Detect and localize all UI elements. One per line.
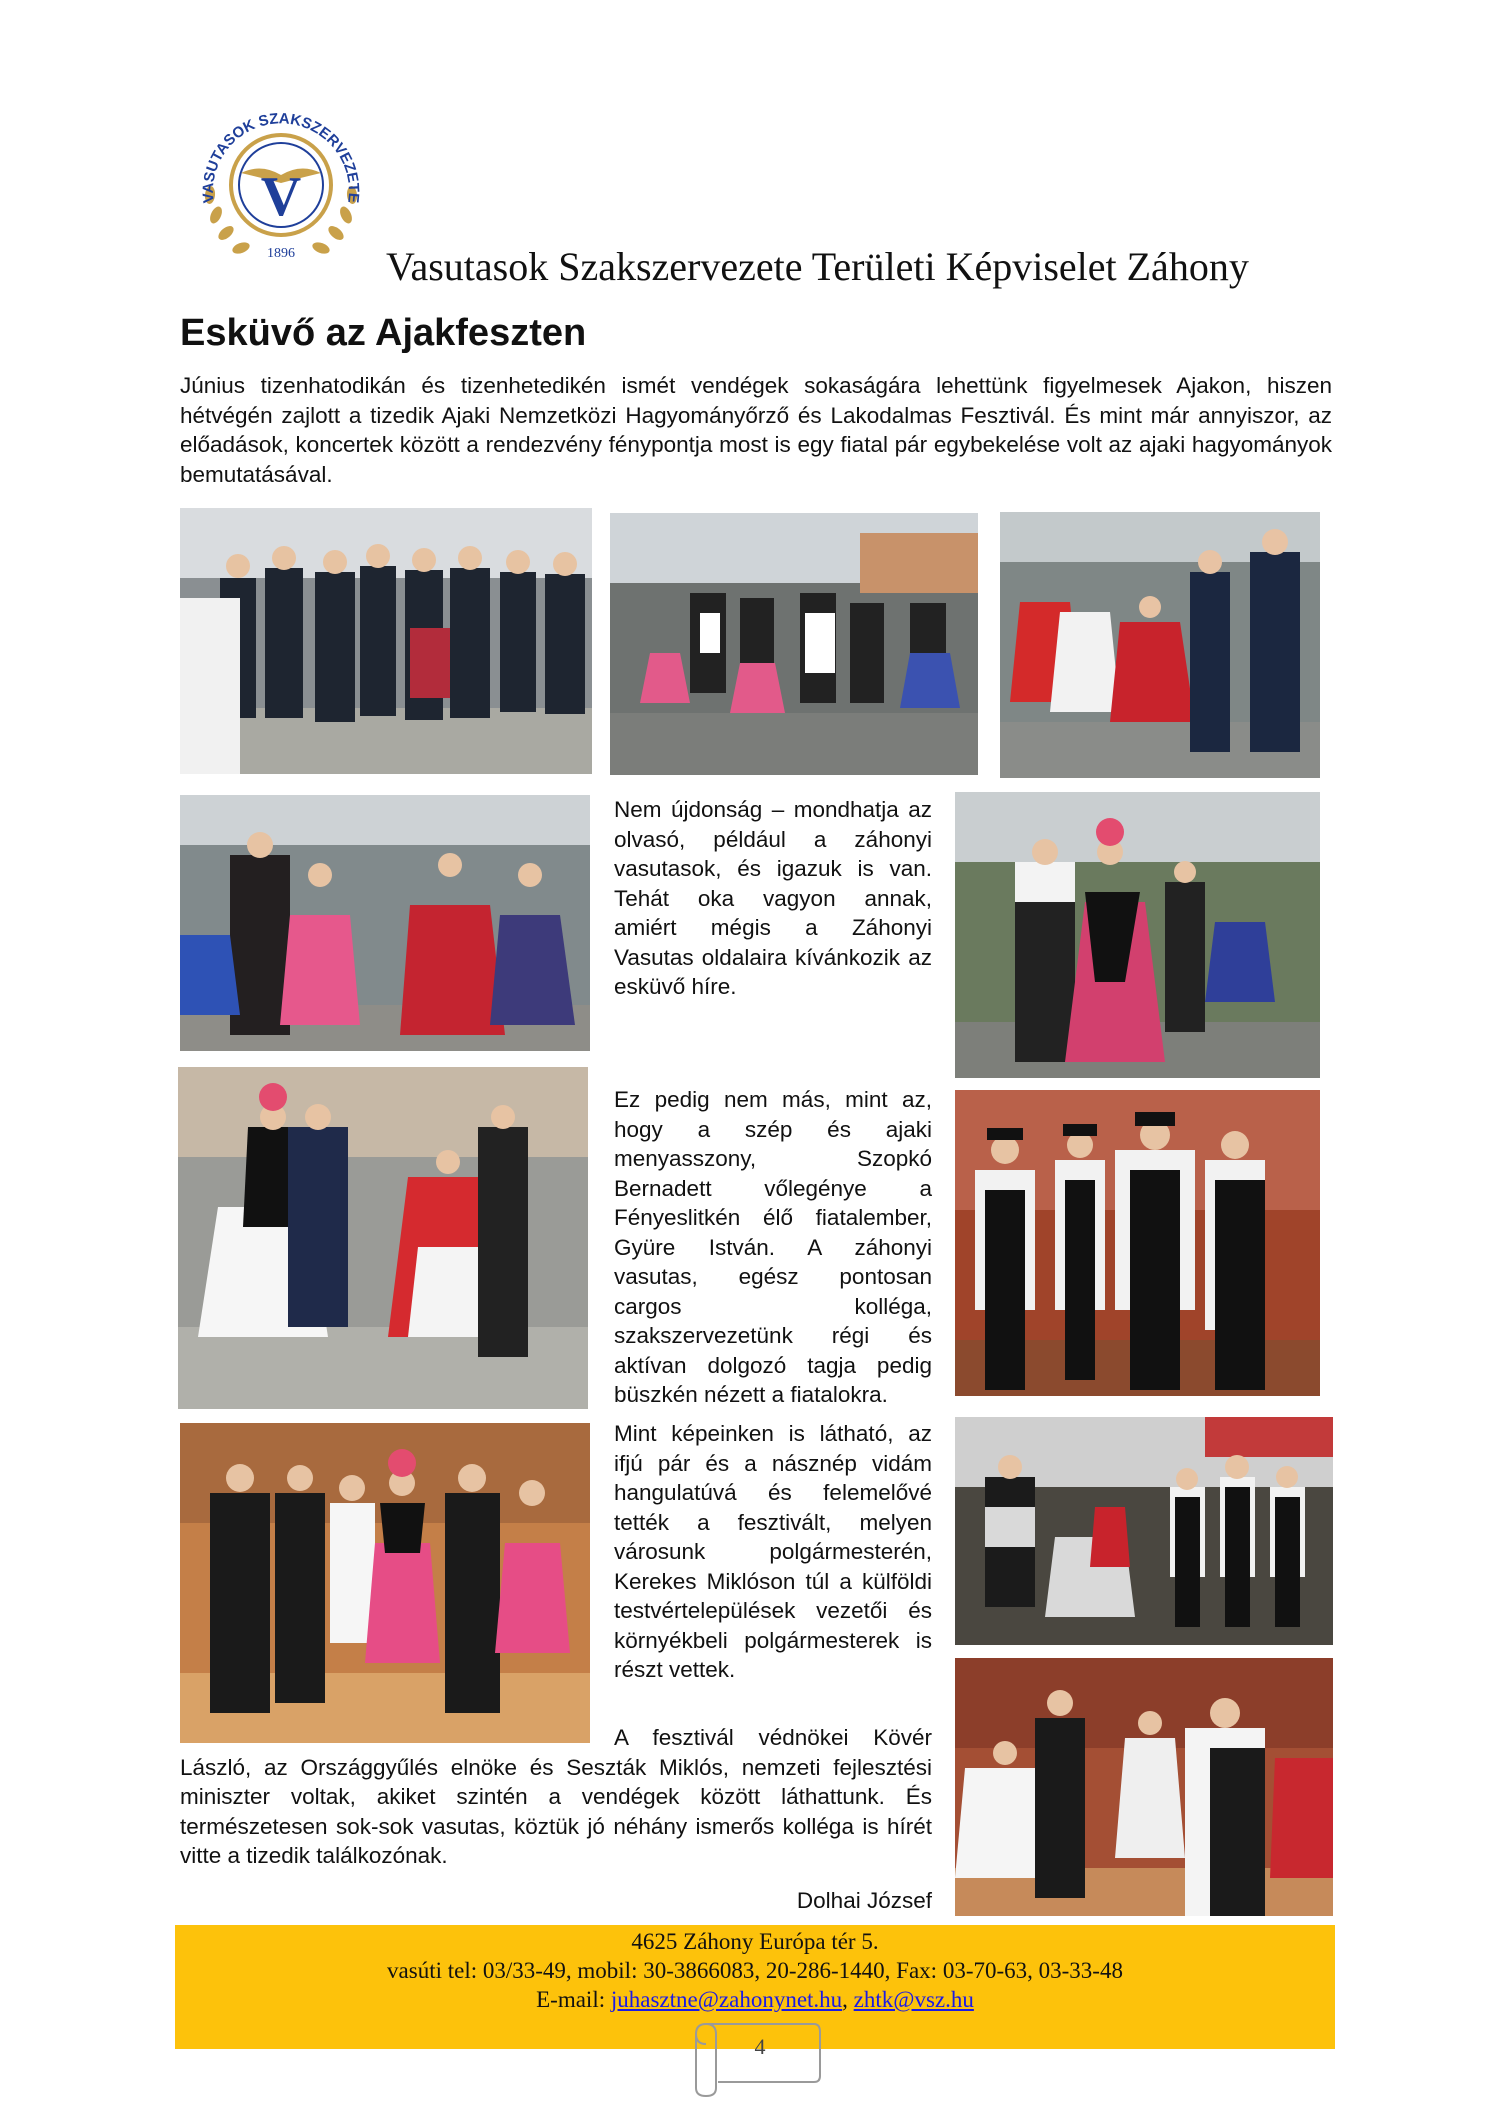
photo-couples-dancing-outdoor xyxy=(180,795,590,1051)
svg-text:1896: 1896 xyxy=(267,246,295,261)
article-intro: Június tizenhatodikán és tizenhetedikén ismét vendégek sokaságára lehettünk figyelmesek Ajakon, hiszen hétvégén zajlott a tizedik Ajaki Nemzetközi Hagyományőrző és Lakodalmas Fesztivál. És mint már annyiszor, az előadások, koncertek között a rendezvény fénypontja most is egy fiatal pár egybekelése volt az ajaki hagyományok bemutatásával. xyxy=(180,373,1332,487)
photo-speaker-at-podium xyxy=(955,1417,1333,1645)
svg-text:VASUTASOK SZAKSZERVEZETE: VASUTASOK SZAKSZERVEZETE xyxy=(199,110,363,204)
photo-folk-dancers-outdoor xyxy=(610,513,978,775)
photo-dancers-and-officials xyxy=(1000,512,1320,778)
union-logo xyxy=(186,93,376,273)
article-title: Esküvő az Ajakfeszten xyxy=(180,312,587,354)
photo-indoor-dancing xyxy=(955,1658,1333,1916)
email-link-zhtk[interactable]: zhtk@vsz.hu xyxy=(853,1987,974,2012)
email-link-juhasztne[interactable]: juhasztne@zahonynet.hu xyxy=(610,1987,843,2012)
footer-email-line xyxy=(175,1987,1335,2013)
page-number: 4 xyxy=(754,2034,766,2059)
article-column-3: Mint képeinken is látható, az ifjú pár és a násznép vidám hangulatúvá és felemelővé tették a fesztivált, melyen városunk polgármesterén, Kerekes Miklóson túl a külföldi testvértelepülések vezetői és környékbeli polgármesterek is részt vettek. xyxy=(614,1421,932,1682)
article-column-1: Nem újdonság – mondhatja az olvasó, például a záhonyi vasutasok, és igazuk is van. Tehát oka vagyon annak, amiért mégis a Záhonyi Vasutas oldalaira kívánkozik az esküvő híre. xyxy=(614,797,932,999)
author-name: Dolhai József xyxy=(796,1888,932,1913)
footer-email-label: E-mail: xyxy=(536,1987,606,2012)
svg-text:V: V xyxy=(260,166,302,228)
photo-men-in-folk-costume xyxy=(955,1090,1320,1396)
photo-couple-in-folk-costume xyxy=(955,792,1320,1078)
photo-bride-groom-dancing xyxy=(178,1067,588,1409)
photo-wedding-party-indoor xyxy=(180,1423,590,1743)
photo-guests-standing xyxy=(180,508,592,774)
article-closing-paragraph: A fesztivál védnökei Kövér László, az Országgyűlés elnöke és Seszták Miklós, nemzeti fejlesztési miniszter voltak, akiket szintén a vendégek között láthattunk. És természetesen sok-sok vasutas, köztük jó néhány ismerős kolléga is hírét vitte a tizedik találkozónak. xyxy=(180,1725,932,1868)
organization-title: Vasutasok Szakszervezete Területi Képviselet Záhony xyxy=(386,244,1249,289)
footer-address: 4625 Záhony Európa tér 5. xyxy=(631,1929,879,1954)
footer-email-separator: , xyxy=(842,1987,848,2012)
article-column-2: Ez pedig nem más, mint az, hogy a szép és ajaki menyasszony, Szopkó Bernadett vőlegénye a Fényeslitkén élő fiatalember, Gyüre István. A záhonyi vasutas, egész pontosan cargos kolléga, szakszervezetünk régi és aktívan dolgozó tagja pedig büszkén nézett a fiatalokra. xyxy=(614,1087,932,1407)
footer-phones: vasúti tel: 03/33-49, mobil: 30-3866083, 20-286-1440, Fax: 03-70-63, 03-33-48 xyxy=(387,1958,1123,1983)
